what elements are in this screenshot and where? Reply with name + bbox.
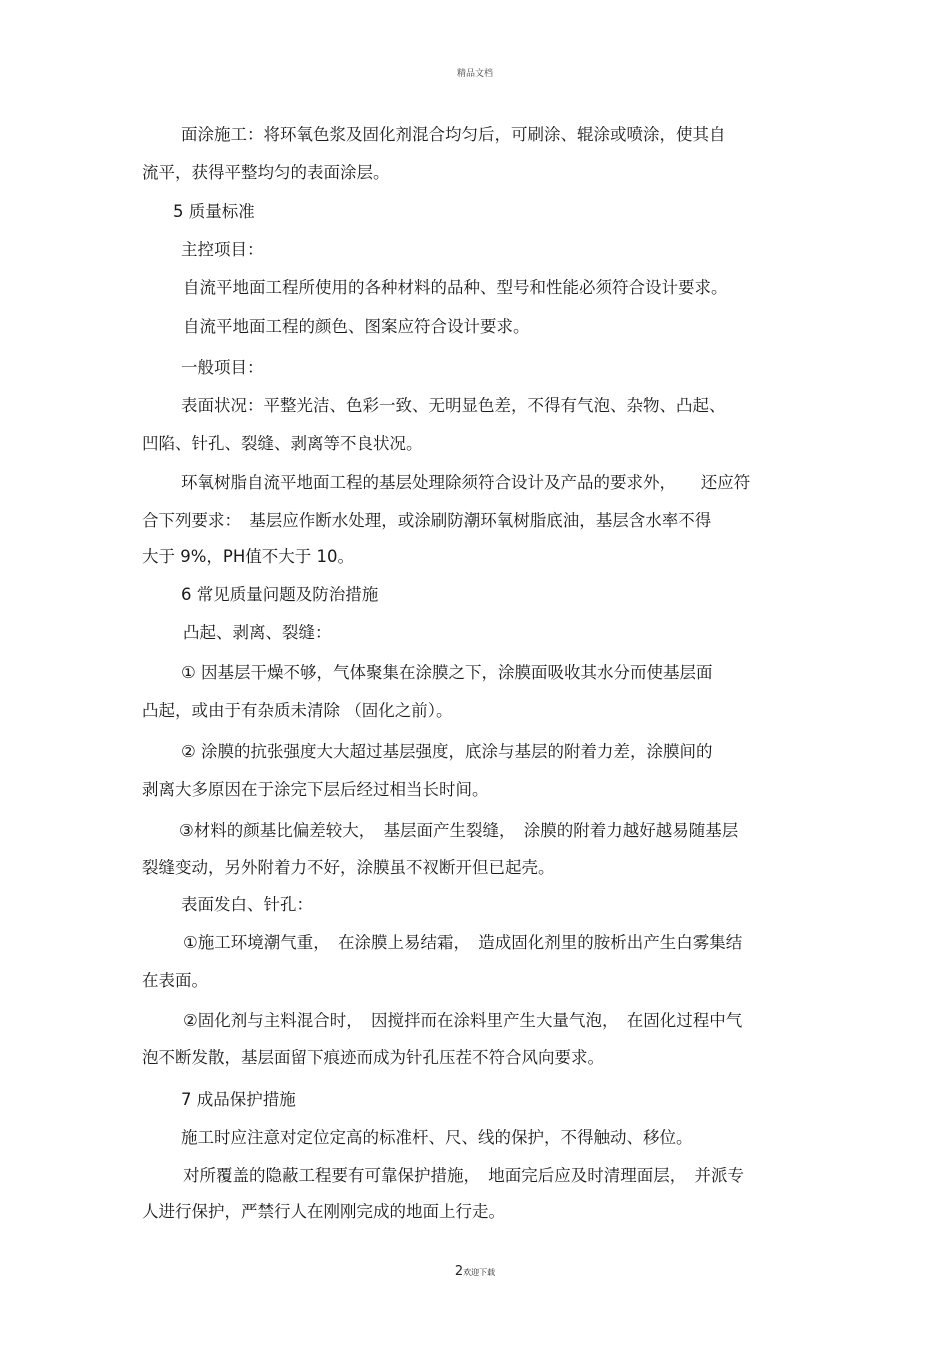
body-line: ③材料的颜基比偏差较大， 基层面产生裂缝， 涂膜的附着力越好越易随基层 — [179, 821, 739, 840]
body-line: 人进行保护，严禁行人在刚刚完成的地面上行走。 — [142, 1202, 505, 1221]
body-line: 表面状况：平整光洁、色彩一致、无明显色差，不得有气泡、杂物、凸起、 — [181, 396, 726, 415]
body-line: 剥离大多原因在于涂完下层后经过相当长时间。 — [142, 780, 489, 799]
body-line: 合下列要求： 基层应作断水处理，或涂刷防潮环氧树脂底油，基层含水率不得 — [142, 511, 712, 530]
body-line: 对所覆盖的隐蔽工程要有可靠保护措施， 地面完后应及时清理面层， 并派专 — [183, 1166, 744, 1185]
body-line: 自流平地面工程所使用的各种材料的品种、型号和性能必须符合设计要求。 — [183, 278, 728, 297]
body-line: 主控项目： — [181, 240, 264, 259]
body-line: 在表面。 — [142, 971, 208, 990]
page-header: 精品文档 — [456, 69, 493, 79]
body-line: 施工时应注意对定位定高的标准杆、尺、线的保护，不得触动、移位。 — [181, 1128, 693, 1147]
body-line: 环氧树脂自流平地面工程的基层处理除须符合设计及产品的要求外， 还应符 — [181, 473, 751, 492]
body-line: ① 因基层干燥不够，气体聚集在涂膜之下，涂膜面吸收其水分而使基层面 — [181, 663, 713, 682]
body-line: 凸起，或由于有杂质未清除 （固化之前）。 — [142, 701, 453, 720]
section-heading: 5 质量标准 — [173, 202, 255, 221]
body-line: ②固化剂与主料混合时， 因搅拌而在涂料里产生大量气泡， 在固化过程中气 — [183, 1011, 743, 1030]
section-heading: 7 成品保护措施 — [181, 1090, 296, 1109]
body-line: 表面发白、针孔： — [181, 895, 313, 914]
body-line: 面涂施工：将环氧色浆及固化剂混合均匀后，可刷涂、辊涂或喷涂，使其自 — [181, 125, 726, 144]
body-line: ①施工环境潮气重， 在涂膜上易结霜， 造成固化剂里的胺析出产生白雾集结 — [183, 933, 743, 952]
page-footer — [0, 1260, 950, 1279]
body-line: 凹陷、针孔、裂缝、剥离等不良状况。 — [142, 434, 423, 453]
body-line: 凸起、剥离、裂缝： — [183, 623, 332, 642]
body-line: 自流平地面工程的颜色、图案应符合设计要求。 — [183, 317, 530, 336]
section-heading: 6 常见质量问题及防治措施 — [181, 585, 379, 604]
footer-text: 欢迎下载 — [463, 1268, 496, 1277]
body-line: 裂缝变动，另外附着力不好，涂膜虽不衩断开但已起壳。 — [142, 858, 555, 877]
page-number: 2 — [454, 1264, 464, 1279]
body-line: 流平，获得平整均匀的表面涂层。 — [142, 163, 390, 182]
body-line: 泡不断发散，基层面留下痕迹而成为针孔压茬不符合风向要求。 — [142, 1048, 604, 1067]
body-line: 大于 9%，PH值不大于 10。 — [142, 547, 355, 566]
body-line: 一般项目： — [181, 358, 264, 377]
body-line: ② 涂膜的抗张强度大大超过基层强度，底涂与基层的附着力差，涂膜间的 — [181, 742, 713, 761]
